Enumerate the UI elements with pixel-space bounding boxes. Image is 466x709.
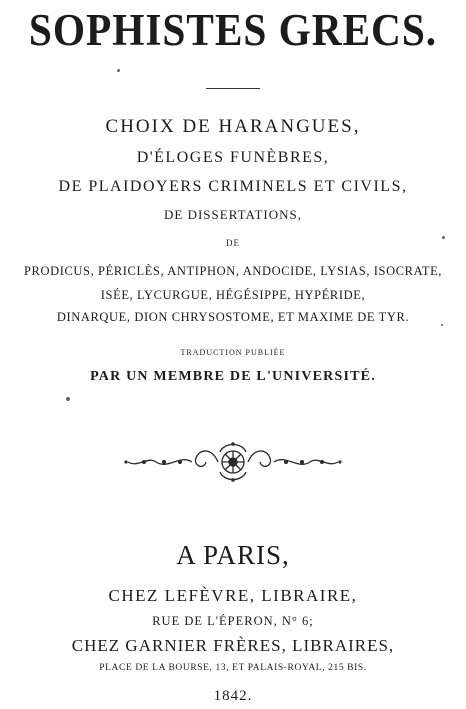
authors-line-3: DINARQUE, DION CHRYSOSTOME, ET MAXIME DE TYR.: [56, 310, 410, 324]
authors-line-1: PRODICUS, PÉRICLÈS, ANTIPHON, ANDOCIDE, LYSIAS, ISOCRATE,: [23, 264, 443, 278]
paper-speck: [117, 69, 120, 72]
printer-ornament-icon: [120, 438, 346, 486]
subtitle-line-2: D'ÉLOGES FUNÈBRES,: [136, 149, 330, 166]
paper-speck: [442, 236, 445, 239]
imprint-publisher-1: CHEZ LEFÈVRE, LIBRAIRE,: [108, 586, 358, 605]
publication-year: 1842.: [213, 688, 253, 704]
imprint-publisher-2: CHEZ GARNIER FRÈRES, LIBRAIRES,: [71, 636, 395, 655]
translator-line: PAR UN MEMBRE DE L'UNIVERSITÉ.: [90, 369, 376, 384]
subtitle-line-4: DE DISSERTATIONS,: [164, 207, 302, 222]
imprint-city: A PARIS,: [176, 540, 290, 570]
paper-speck: [66, 397, 70, 401]
translation-note: TRADUCTION PUBLIÉE: [180, 348, 286, 357]
subtitle-line-1: CHOIX DE HARANGUES,: [105, 116, 361, 137]
imprint-address-2: PLACE DE LA BOURSE, 13, ET PALAIS-ROYAL, 215 BIS.: [99, 663, 367, 673]
book-title: SOPHISTES GRECS.: [28, 5, 438, 55]
paper-speck: [441, 324, 443, 326]
imprint-address-1: RUE DE L'ÉPERON, N° 6;: [152, 614, 314, 628]
title-rule: [206, 88, 260, 89]
preposition-de: DE: [226, 238, 240, 248]
subtitle-line-3: DE PLAIDOYERS CRIMINELS ET CIVILS,: [58, 178, 408, 195]
authors-line-2: ISÉE, LYCURGUE, HÉGÉSIPPE, HYPÉRIDE,: [100, 288, 366, 302]
